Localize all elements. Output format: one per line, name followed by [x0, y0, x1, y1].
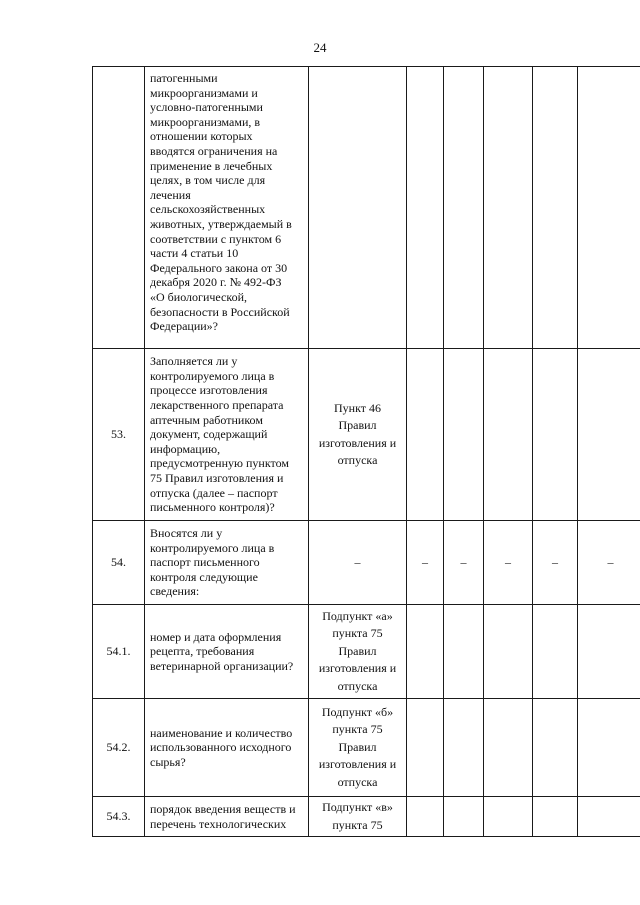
- reference-line: Подпункт «а»: [322, 608, 393, 623]
- answer-cell: [444, 605, 484, 699]
- question-line: наименование и количество: [150, 725, 293, 740]
- answer-cell: [533, 349, 578, 521]
- question-line: контролируемого лица в: [150, 540, 275, 555]
- answer-cell: [578, 349, 640, 521]
- reference-line: изготовления и: [318, 661, 397, 676]
- question-line: аптечным работником: [150, 412, 263, 427]
- row-number: 54.1.: [93, 605, 145, 699]
- answer-cell: [533, 797, 578, 837]
- reference-line: пункта 75: [332, 722, 383, 737]
- question-line: сведения:: [150, 584, 200, 599]
- answer-cell: –: [484, 521, 533, 605]
- question-line: «О биологической,: [150, 289, 247, 304]
- answer-cell: –: [578, 521, 640, 605]
- question-line: порядок введения веществ и: [150, 801, 296, 816]
- question-line: Вносятся ли у: [150, 526, 223, 541]
- answer-cell: [484, 605, 533, 699]
- reference-line: Пункт 46: [333, 400, 381, 415]
- question-line: патогенными: [150, 71, 218, 85]
- question-line: номер и дата оформления: [150, 629, 282, 644]
- question-line: информацию,: [150, 441, 221, 456]
- question-line: письменного контроля)?: [150, 500, 275, 515]
- requirement-reference-cell: [309, 699, 407, 797]
- answer-cell: [578, 797, 640, 837]
- question-cell: [145, 521, 309, 605]
- answer-cell: [578, 605, 640, 699]
- question-line: вводятся ограничения на: [150, 143, 278, 158]
- question-line: декабря 2020 г. № 492-ФЗ: [150, 275, 282, 290]
- row-number: 54.3.: [93, 797, 145, 837]
- question-line: паспорт письменного: [150, 555, 260, 570]
- question-line: контроля следующие: [150, 569, 258, 584]
- answer-cell: [533, 67, 578, 349]
- question-line: использованного исходного: [150, 740, 292, 755]
- checklist-table: [92, 66, 640, 837]
- question-line: микроорганизмами и: [150, 85, 258, 100]
- answer-cell: –: [533, 521, 578, 605]
- question-line: применение в лечебных: [150, 158, 273, 173]
- question-line: сельскохозяйственных: [150, 202, 266, 217]
- answer-cell: [407, 349, 444, 521]
- answer-cell: [578, 67, 640, 349]
- answer-cell: [484, 349, 533, 521]
- answer-cell: [533, 605, 578, 699]
- question-cell: [145, 605, 309, 699]
- question-line: Федерации»?: [150, 319, 218, 334]
- question-line: рецепта, требования: [150, 644, 255, 659]
- answer-cell: [407, 797, 444, 837]
- question-line: микроорганизмами, в: [150, 114, 261, 129]
- reference-line: отпуска: [337, 774, 378, 789]
- requirement-reference-cell: [309, 521, 407, 605]
- reference-line: пункта 75: [332, 817, 383, 832]
- answer-cell: [484, 699, 533, 797]
- question-line: перечень технологических: [150, 816, 287, 831]
- question-line: отношении которых: [150, 129, 253, 144]
- answer-cell: [444, 67, 484, 349]
- reference-line: пункта 75: [332, 626, 383, 641]
- question-line: безопасности в Российской: [150, 304, 290, 319]
- question-line: документ, содержащий: [150, 427, 268, 442]
- question-cell: [145, 699, 309, 797]
- answer-cell: [407, 67, 444, 349]
- answer-cell: [444, 699, 484, 797]
- question-line: условно-патогенными: [150, 100, 263, 115]
- answer-cell: [533, 699, 578, 797]
- question-line: животных, утверждаемый в: [150, 216, 292, 231]
- answer-cell: [444, 797, 484, 837]
- table-row: [93, 67, 640, 349]
- requirement-reference-cell: [309, 349, 407, 521]
- answer-cell: [484, 67, 533, 349]
- question-line: процессе изготовления: [150, 383, 268, 398]
- question-line: соответствии с пунктом 6: [150, 231, 282, 246]
- row-number: [93, 67, 145, 349]
- answer-cell: –: [444, 521, 484, 605]
- question-line: Федерального закона от 30: [150, 260, 288, 275]
- question-line: отпуска (далее – паспорт: [150, 485, 278, 500]
- question-line: 75 Правил изготовления и: [150, 470, 284, 485]
- requirement-reference-cell: [309, 67, 407, 349]
- answer-cell: [484, 797, 533, 837]
- requirement-reference-cell: [309, 605, 407, 699]
- reference-line: –: [354, 554, 361, 569]
- row-number: 54.2.: [93, 699, 145, 797]
- row-number: 54.: [93, 521, 145, 605]
- reference-line: отпуска: [337, 453, 378, 467]
- table-row: [93, 699, 640, 797]
- reference-line: Подпункт «в»: [322, 800, 393, 814]
- reference-line: Правил: [338, 643, 377, 658]
- answer-cell: [407, 699, 444, 797]
- reference-line: изготовления и: [318, 435, 397, 450]
- requirement-reference-cell: [309, 797, 407, 837]
- question-line: Заполняется ли у: [150, 354, 238, 369]
- question-line: лечения: [150, 187, 191, 202]
- reference-line: Правил: [338, 739, 377, 754]
- reference-line: Подпункт «б»: [321, 704, 394, 719]
- question-line: части 4 статьи 10: [150, 246, 239, 261]
- table-row: [93, 521, 640, 605]
- question-line: сырья?: [150, 754, 186, 769]
- reference-line: отпуска: [337, 678, 378, 693]
- question-line: целях, в том числе для: [150, 173, 266, 188]
- question-line: контролируемого лица в: [150, 368, 275, 383]
- table-row: [93, 797, 640, 837]
- question-cell: [145, 797, 309, 837]
- reference-line: Правил: [338, 418, 377, 432]
- answer-cell: –: [407, 521, 444, 605]
- reference-line: изготовления и: [318, 757, 397, 772]
- question-line: ветеринарной организации?: [150, 658, 294, 673]
- answer-cell: [578, 699, 640, 797]
- answer-cell: [444, 349, 484, 521]
- page-number: 24: [313, 40, 327, 55]
- answer-cell: [407, 605, 444, 699]
- question-cell: [145, 349, 309, 521]
- question-line: предусмотренную пунктом: [150, 456, 289, 471]
- question-line: лекарственного препарата: [150, 398, 284, 413]
- question-cell: [145, 67, 309, 349]
- table-row: [93, 349, 640, 521]
- row-number: 53.: [93, 349, 145, 521]
- table-row: [93, 605, 640, 699]
